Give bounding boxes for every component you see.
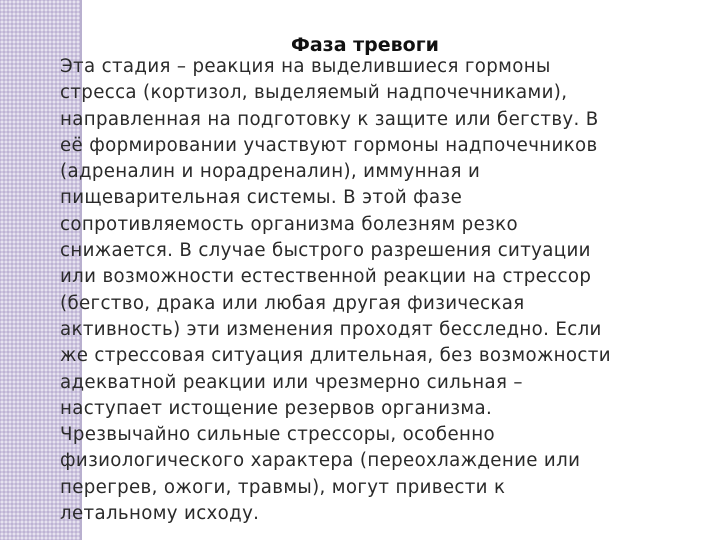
body-line: (бегство, драка или любая другая физическая: [60, 292, 525, 314]
body-line: (адреналин и норадреналин), иммунная и: [60, 161, 481, 183]
body-line: пищеварительная системы. В этой фазе: [60, 187, 463, 209]
body-line: её формировании участвуют гормоны надпочечников: [60, 134, 598, 156]
body-line: же стрессовая ситуация длительная, без возможности: [60, 345, 611, 367]
body-line: адекватной реакции или чрезмерно сильная –: [60, 371, 523, 393]
body-line: физиологического характера (переохлаждение или: [60, 450, 581, 472]
slide-body-text: [60, 54, 710, 527]
body-line: Чрезвычайно сильные стрессоры, особенно: [60, 424, 495, 446]
body-line: наступает истощение резервов организма.: [60, 397, 493, 419]
body-line: перегрев, ожоги, травмы), могут привести к: [60, 476, 506, 498]
body-line: летальному исходу.: [60, 503, 260, 525]
body-line: или возможности естественной реакции на стрессор: [60, 266, 592, 288]
body-line: направленная на подготовку к защите или бегству. В: [60, 108, 599, 130]
body-line: стресса (кортизол, выделяемый надпочечниками),: [60, 82, 568, 104]
body-line: активность) эти изменения проходят бесследно. Если: [60, 318, 602, 340]
body-line: сопротивляемость организма болезням резко: [60, 213, 518, 235]
body-line: снижается. В случае быстрого разрешения ситуации: [60, 240, 591, 262]
slide-title: Фаза тревоги: [291, 34, 439, 56]
body-line: Эта стадия – реакция на выделившиеся гормоны: [60, 56, 551, 77]
